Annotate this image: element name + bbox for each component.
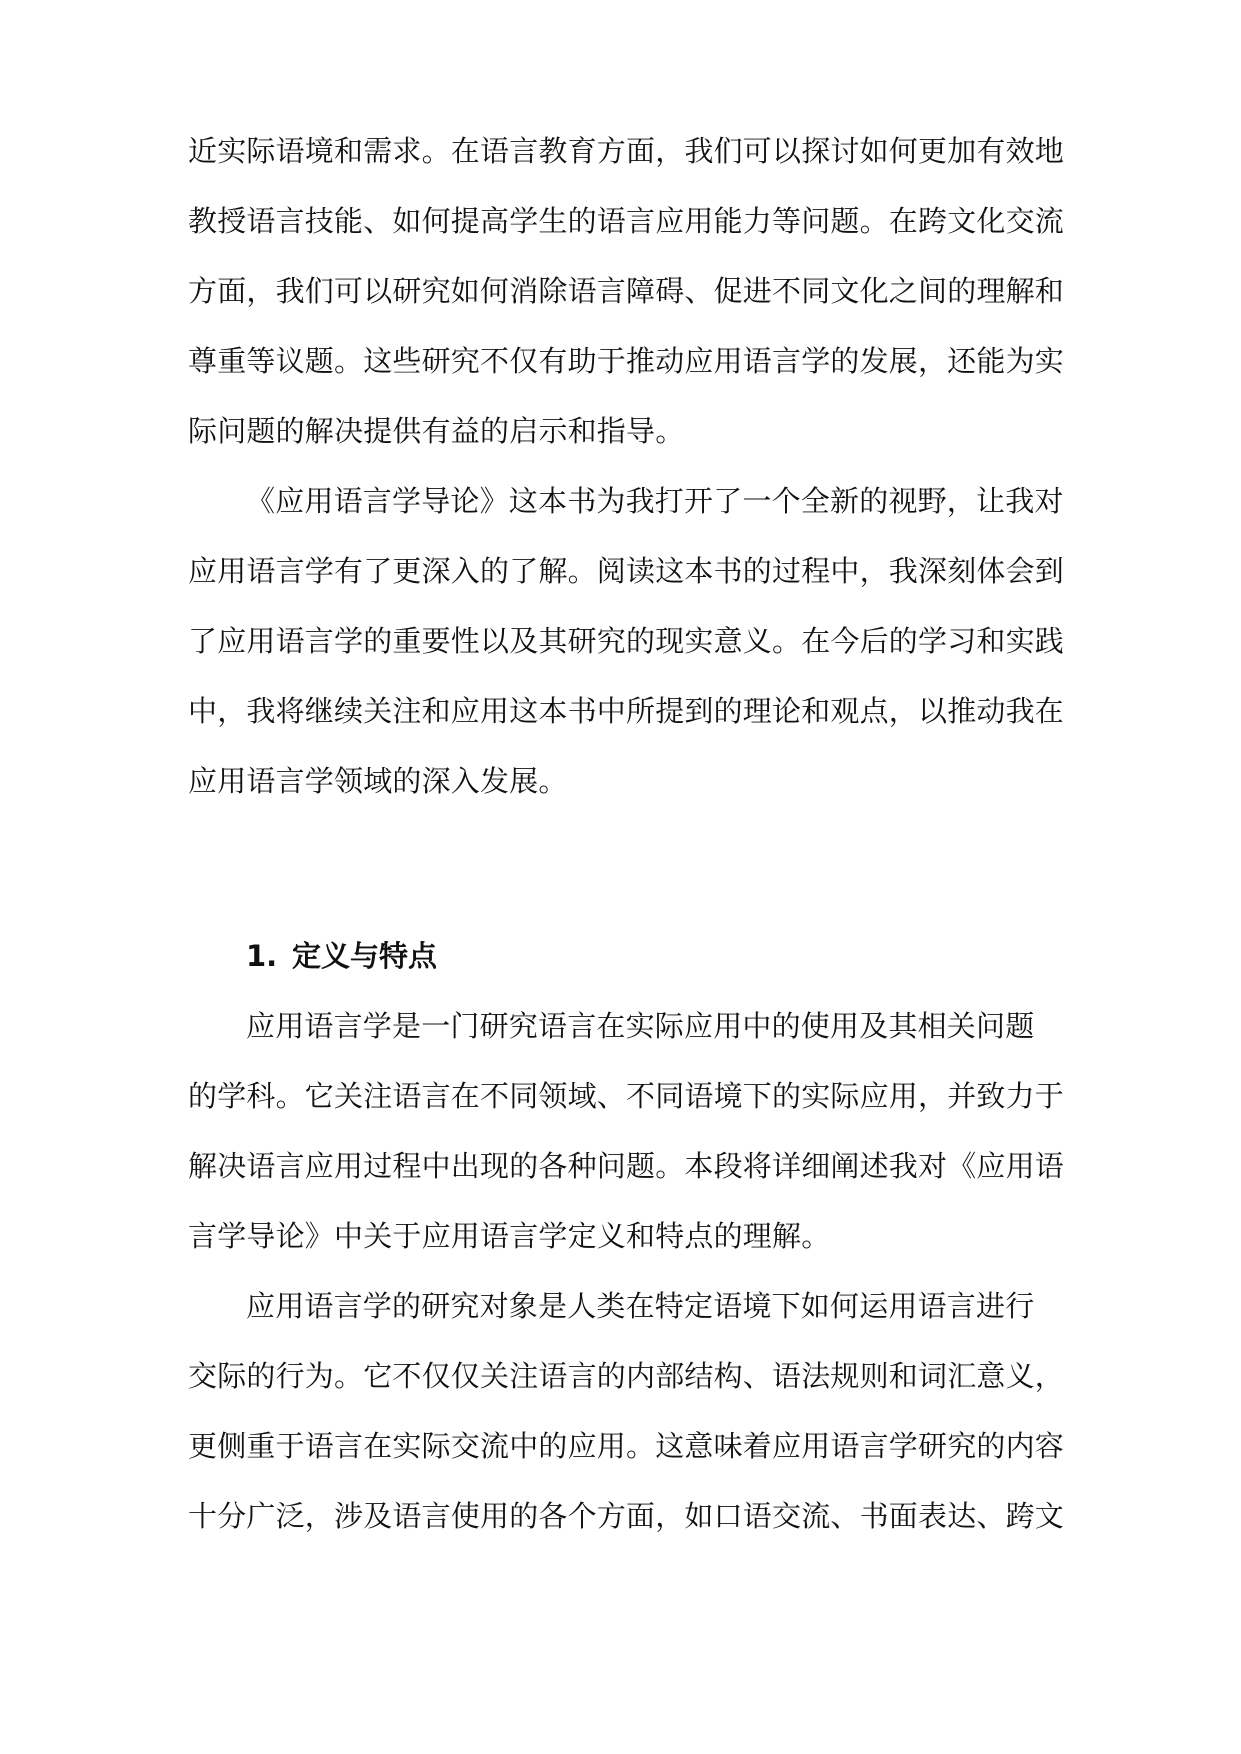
paragraph-line: 十分广泛，涉及语言使用的各个方面，如口语交流、书面表达、跨文 <box>188 1499 1065 1533</box>
paragraph-line: 解决语言应用过程中出现的各种问题。本段将详细阐述我对《应用语 <box>188 1149 1065 1183</box>
section-number: 1. <box>246 939 278 973</box>
section-title: 定义与特点 <box>292 939 438 973</box>
paragraph-line: 应用语言学是一门研究语言在实际应用中的使用及其相关问题 <box>246 1009 1035 1043</box>
paragraph-line: 应用语言学有了更深入的了解。阅读这本书的过程中，我深刻体会到 <box>188 554 1065 588</box>
section-heading <box>246 936 437 976</box>
paragraph-line: 中，我将继续关注和应用这本书中所提到的理论和观点，以推动我在 <box>188 694 1065 728</box>
paragraph-line: 方面，我们可以研究如何消除语言障碍、促进不同文化之间的理解和 <box>188 274 1065 308</box>
paragraph-line: 应用语言学的研究对象是人类在特定语境下如何运用语言进行 <box>246 1289 1035 1323</box>
paragraph-line: 言学导论》中关于应用语言学定义和特点的理解。 <box>188 1219 831 1253</box>
paragraph-line: 更侧重于语言在实际交流中的应用。这意味着应用语言学研究的内容 <box>188 1429 1065 1463</box>
paragraph-line: 尊重等议题。这些研究不仅有助于推动应用语言学的发展，还能为实 <box>188 344 1065 378</box>
paragraph-line: 《应用语言学导论》这本书为我打开了一个全新的视野，让我对 <box>246 484 1064 518</box>
paragraph-line: 际问题的解决提供有益的启示和指导。 <box>188 414 685 448</box>
paragraph-line: 交际的行为。它不仅仅关注语言的内部结构、语法规则和词汇意义， <box>188 1359 1065 1393</box>
paragraph-line: 的学科。它关注语言在不同领域、不同语境下的实际应用，并致力于 <box>188 1079 1065 1113</box>
paragraph-line: 了应用语言学的重要性以及其研究的现实意义。在今后的学习和实践 <box>188 624 1065 658</box>
paragraph-line: 应用语言学领域的深入发展。 <box>188 764 568 798</box>
paragraph-line: 教授语言技能、如何提高学生的语言应用能力等问题。在跨文化交流 <box>188 204 1065 238</box>
paragraph-line: 近实际语境和需求。在语言教育方面，我们可以探讨如何更加有效地 <box>188 134 1065 168</box>
